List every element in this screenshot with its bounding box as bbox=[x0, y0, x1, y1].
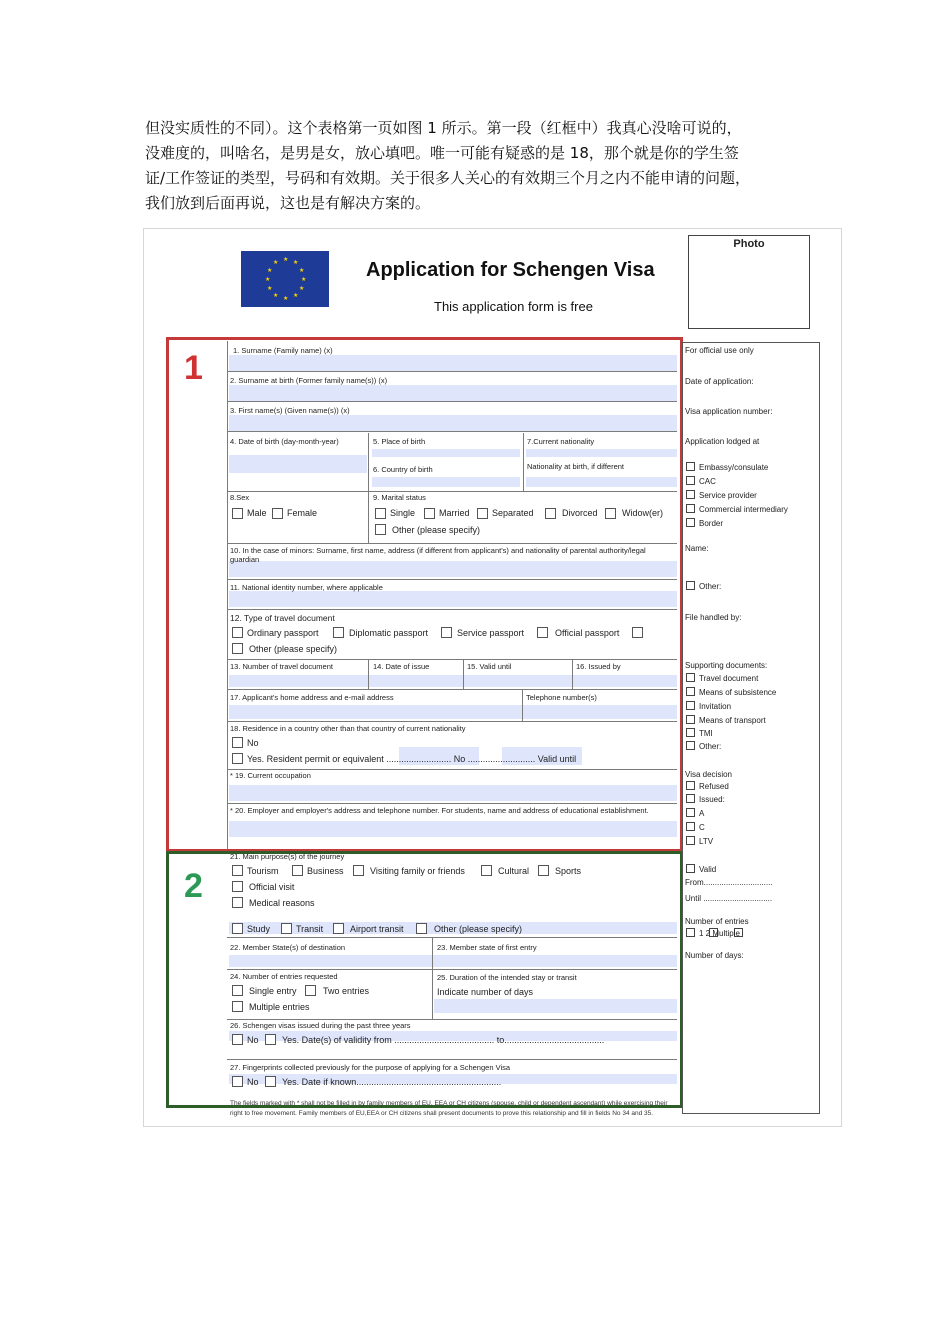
field-17-address-label: 17. Applicant's home address and e-mail address bbox=[230, 693, 394, 702]
other-doc-label: Other (please specify) bbox=[249, 644, 338, 654]
married-label: Married bbox=[439, 508, 470, 518]
residence-yes-label: Yes. Resident permit or equivalent .......................... No ........................... Valid until bbox=[247, 754, 577, 764]
supporting-docs-label: Supporting documents: bbox=[685, 661, 768, 670]
residence-no-checkbox[interactable] bbox=[232, 737, 243, 748]
airport-transit-checkbox[interactable] bbox=[333, 923, 344, 934]
official-visa-number-label: Visa application number: bbox=[685, 407, 773, 416]
footnote-line: The fields marked with * shall not be filled in by family members of EU, EEA or CH citizens (spouse, child or dependent ascendant) while exercising their bbox=[230, 1100, 668, 1107]
service-provider-label: Service provider bbox=[699, 491, 757, 500]
refused-checkbox[interactable] bbox=[686, 781, 695, 790]
entries-1-checkbox[interactable] bbox=[686, 928, 695, 937]
cac-label: CAC bbox=[699, 477, 716, 486]
official-date-label: Date of application: bbox=[685, 377, 754, 386]
single-checkbox[interactable] bbox=[375, 508, 386, 519]
field-14-date-of-issue-label: 14. Date of issue bbox=[373, 662, 430, 671]
medical-label: Medical reasons bbox=[249, 898, 315, 908]
diplomatic-passport-label: Diplomatic passport bbox=[349, 628, 429, 638]
border-checkbox[interactable] bbox=[686, 518, 695, 527]
separated-label: Separated bbox=[492, 508, 534, 518]
fingerprints-no-label: No bbox=[247, 1077, 259, 1087]
official-other-label: Other: bbox=[699, 582, 722, 591]
field-16-issued-by-label: 16. Issued by bbox=[576, 662, 621, 671]
fingerprints-yes-label: Yes. Date if known.......................................................... bbox=[282, 1077, 502, 1087]
section-2-number: 2 bbox=[184, 867, 203, 905]
field-25-days-label: Indicate number of days bbox=[437, 987, 534, 997]
ordinary-passport-checkbox[interactable] bbox=[232, 627, 243, 638]
entries-options-label: 1 2 Multiple bbox=[699, 929, 740, 938]
visas-yes-label: Yes. Date(s) of validity from ........................................ to........................................ bbox=[282, 1035, 605, 1045]
residence-no-label: No bbox=[247, 738, 259, 748]
subsistence-checkbox[interactable] bbox=[686, 687, 695, 696]
fingerprints-no-checkbox[interactable] bbox=[232, 1076, 243, 1087]
cultural-label: Cultural bbox=[498, 866, 530, 876]
tmi-label: TMI bbox=[699, 729, 713, 738]
field-7-nationality-at-birth-label: Nationality at birth, if different bbox=[527, 462, 624, 471]
footnote-line: right to free movement. Family members of EU,EEA or CH citizens shall present documents to prove this relationship and fill in fields No 34 and 35. bbox=[230, 1110, 654, 1117]
file-handled-label: File handled by: bbox=[685, 613, 742, 622]
refused-label: Refused bbox=[699, 782, 729, 791]
supporting-other-label: Other: bbox=[699, 742, 722, 751]
num-entries-label: Number of entries bbox=[685, 917, 749, 926]
other-marital-checkbox[interactable] bbox=[375, 524, 386, 535]
official-header: For official use only bbox=[685, 346, 754, 355]
valid-label: Valid bbox=[699, 865, 717, 874]
section-1-number: 1 bbox=[184, 349, 203, 387]
female-label: Female bbox=[287, 508, 318, 518]
intro-text bbox=[145, 116, 815, 216]
eu-flag-icon: ★ ★ ★ ★ ★ ★ ★ ★ ★ ★ ★ ★ bbox=[241, 251, 329, 307]
field-17-telephone-label: Telephone number(s) bbox=[526, 693, 597, 702]
service-passport-label: Service passport bbox=[457, 628, 525, 638]
sports-label: Sports bbox=[555, 866, 582, 876]
study-label: Study bbox=[247, 924, 271, 934]
widow-checkbox[interactable] bbox=[605, 508, 616, 519]
issued-label: Issued: bbox=[699, 795, 725, 804]
field-13-doc-number-label: 13. Number of travel document bbox=[230, 662, 333, 671]
official-visit-label: Official visit bbox=[249, 882, 295, 892]
official-lodged-label: Application lodged at bbox=[685, 437, 760, 446]
married-checkbox[interactable] bbox=[424, 508, 435, 519]
male-label: Male bbox=[247, 508, 267, 518]
embassy-label: Embassy/consulate bbox=[699, 463, 769, 472]
visa-decision-label: Visa decision bbox=[685, 770, 732, 779]
commercial-label: Commercial intermediary bbox=[699, 505, 788, 514]
form-subtitle: This application form is free bbox=[434, 299, 593, 314]
business-checkbox[interactable] bbox=[292, 865, 303, 876]
ltv-label: LTV bbox=[699, 837, 714, 846]
invitation-label: Invitation bbox=[699, 702, 732, 711]
separated-checkbox[interactable] bbox=[477, 508, 488, 519]
visas-no-label: No bbox=[247, 1035, 259, 1045]
intro-line: 但没实质性的不同）。这个表格第一页如图 1 所示。第一段（红框中）我真心没啥可说的， bbox=[145, 119, 742, 137]
issued-checkbox[interactable] bbox=[686, 794, 695, 803]
field-26-schengen-visas-label: 26. Schengen visas issued during the past three years bbox=[230, 1021, 411, 1030]
official-visit-checkbox[interactable] bbox=[232, 881, 243, 892]
field-5-place-of-birth-label: 5. Place of birth bbox=[373, 437, 426, 446]
residence-yes-checkbox[interactable] bbox=[232, 753, 243, 764]
invitation-checkbox[interactable] bbox=[686, 701, 695, 710]
field-18-residence-label: 18. Residence in a country other than that country of current nationality bbox=[230, 724, 466, 733]
official-other-checkbox[interactable] bbox=[686, 581, 695, 590]
tourism-checkbox[interactable] bbox=[232, 865, 243, 876]
valid-from-label: From............................... bbox=[685, 878, 773, 887]
field-1-surname-label: 1. Surname (Family name) (x) bbox=[233, 346, 333, 355]
type-c-label: C bbox=[699, 823, 705, 832]
field-27-fingerprints-label: 27. Fingerprints collected previously for the purpose of applying for a Schengen Visa bbox=[230, 1063, 511, 1072]
airport-transit-label: Airport transit bbox=[350, 924, 404, 934]
business-label: Business bbox=[307, 866, 344, 876]
multiple-entries-checkbox[interactable] bbox=[232, 1001, 243, 1012]
field-15-valid-until-label: 15. Valid until bbox=[467, 662, 512, 671]
extra-doc-checkbox[interactable] bbox=[632, 627, 643, 638]
embassy-checkbox[interactable] bbox=[686, 462, 695, 471]
study-checkbox[interactable] bbox=[232, 923, 243, 934]
transit-label: Transit bbox=[296, 924, 324, 934]
ltv-checkbox[interactable] bbox=[686, 836, 695, 845]
widow-label: Widow(er) bbox=[622, 508, 664, 518]
other-purpose-label: Other (please specify) bbox=[434, 924, 523, 934]
field-11-national-id-label: 11. National identity number, where applicable bbox=[230, 583, 383, 592]
field-8-sex-label: 8.Sex bbox=[230, 493, 250, 502]
male-checkbox[interactable] bbox=[232, 508, 243, 519]
travel-doc-label: Travel document bbox=[699, 674, 759, 683]
intro-line: 没难度的，叫啥名，是男是女，放心填吧。唯一可能有疑惑的是 18，那个就是你的学生签 bbox=[145, 144, 739, 162]
field-22-destination-label: 22. Member State(s) of destination bbox=[230, 943, 346, 952]
form-title: Application for Schengen Visa bbox=[366, 259, 655, 281]
commercial-checkbox[interactable] bbox=[686, 504, 695, 513]
transport-checkbox[interactable] bbox=[686, 715, 695, 724]
field-2-surname-at-birth-label: 2. Surname at birth (Former family name(s)) (x) bbox=[230, 376, 388, 385]
field-4-date-of-birth-label: 4. Date of birth (day-month-year) bbox=[230, 437, 339, 446]
field-12-travel-doc-label: 12. Type of travel document bbox=[230, 613, 335, 623]
other-marital-label: Other (please specify) bbox=[392, 525, 481, 535]
type-a-checkbox[interactable] bbox=[686, 808, 695, 817]
tourism-label: Tourism bbox=[247, 866, 279, 876]
valid-checkbox[interactable] bbox=[686, 864, 695, 873]
single-entry-checkbox[interactable] bbox=[232, 985, 243, 996]
visas-yes-checkbox[interactable] bbox=[265, 1034, 276, 1045]
type-a-label: A bbox=[699, 809, 705, 818]
travel-doc-checkbox[interactable] bbox=[686, 673, 695, 682]
border-label: Border bbox=[699, 519, 724, 528]
transport-label: Means of transport bbox=[699, 716, 766, 725]
other-doc-checkbox[interactable] bbox=[232, 643, 243, 654]
single-label: Single bbox=[390, 508, 416, 518]
female-checkbox[interactable] bbox=[272, 508, 283, 519]
sports-checkbox[interactable] bbox=[538, 865, 549, 876]
ordinary-passport-label: Ordinary passport bbox=[247, 628, 319, 638]
official-passport-label: Official passport bbox=[555, 628, 620, 638]
field-3-first-name-label: 3. First name(s) (Given name(s)) (x) bbox=[230, 406, 350, 415]
single-entry-label: Single entry bbox=[249, 986, 297, 996]
official-name-label: Name: bbox=[685, 544, 709, 553]
field-21-purpose-label: 21. Main purpose(s) of the journey bbox=[230, 852, 345, 861]
divorced-label: Divorced bbox=[562, 508, 598, 518]
subsistence-label: Means of subsistence bbox=[699, 688, 777, 697]
two-entries-checkbox[interactable] bbox=[305, 985, 316, 996]
fingerprints-yes-checkbox[interactable] bbox=[265, 1076, 276, 1087]
field-19-occupation-label: * 19. Current occupation bbox=[230, 771, 311, 780]
field-9-marital-label: 9. Marital status bbox=[373, 493, 426, 502]
num-days-label: Number of days: bbox=[685, 951, 744, 960]
photo-box bbox=[688, 235, 810, 329]
field-23-first-entry-label: 23. Member state of first entry bbox=[437, 943, 537, 952]
field-25-duration-label: 25. Duration of the intended stay or transit bbox=[437, 973, 577, 982]
other-purpose-checkbox[interactable] bbox=[416, 923, 427, 934]
service-passport-checkbox[interactable] bbox=[441, 627, 452, 638]
visiting-label: Visiting family or friends bbox=[370, 866, 465, 876]
multiple-entries-label: Multiple entries bbox=[249, 1002, 310, 1012]
service-provider-checkbox[interactable] bbox=[686, 490, 695, 499]
photo-label: Photo bbox=[733, 238, 765, 250]
tmi-checkbox[interactable] bbox=[686, 728, 695, 737]
visas-no-checkbox[interactable] bbox=[232, 1034, 243, 1045]
type-c-checkbox[interactable] bbox=[686, 822, 695, 831]
field-10-minors-label: 10. In the case of minors: Surname, first name, address (if different from applicant's) and nationality of parental authority/legal guardian bbox=[230, 546, 646, 564]
field-7-nationality-label: 7.Current nationality bbox=[527, 437, 595, 446]
cultural-checkbox[interactable] bbox=[481, 865, 492, 876]
official-passport-checkbox[interactable] bbox=[537, 627, 548, 638]
field-24-entries-label: 24. Number of entries requested bbox=[230, 972, 338, 981]
cac-checkbox[interactable] bbox=[686, 476, 695, 485]
divorced-checkbox[interactable] bbox=[545, 508, 556, 519]
official-use-column bbox=[682, 342, 820, 1114]
schengen-form-image bbox=[143, 228, 842, 1127]
intro-line: 证/工作签证的类型，号码和有效期。关于很多人关心的有效期三个月之内不能申请的问题， bbox=[145, 169, 751, 187]
field-6-country-of-birth-label: 6. Country of birth bbox=[373, 465, 433, 474]
intro-line: 我们放到后面再说，这也是有解决方案的。 bbox=[145, 194, 431, 212]
two-entries-label: Two entries bbox=[323, 986, 370, 996]
transit-checkbox[interactable] bbox=[281, 923, 292, 934]
medical-checkbox[interactable] bbox=[232, 897, 243, 908]
field-20-employer-label: * 20. Employer and employer's address and telephone number. For students, name and address of educational establishment. bbox=[230, 806, 649, 815]
visiting-checkbox[interactable] bbox=[353, 865, 364, 876]
diplomatic-passport-checkbox[interactable] bbox=[333, 627, 344, 638]
supporting-other-checkbox[interactable] bbox=[686, 741, 695, 750]
valid-until-label: Until ............................... bbox=[685, 894, 773, 903]
